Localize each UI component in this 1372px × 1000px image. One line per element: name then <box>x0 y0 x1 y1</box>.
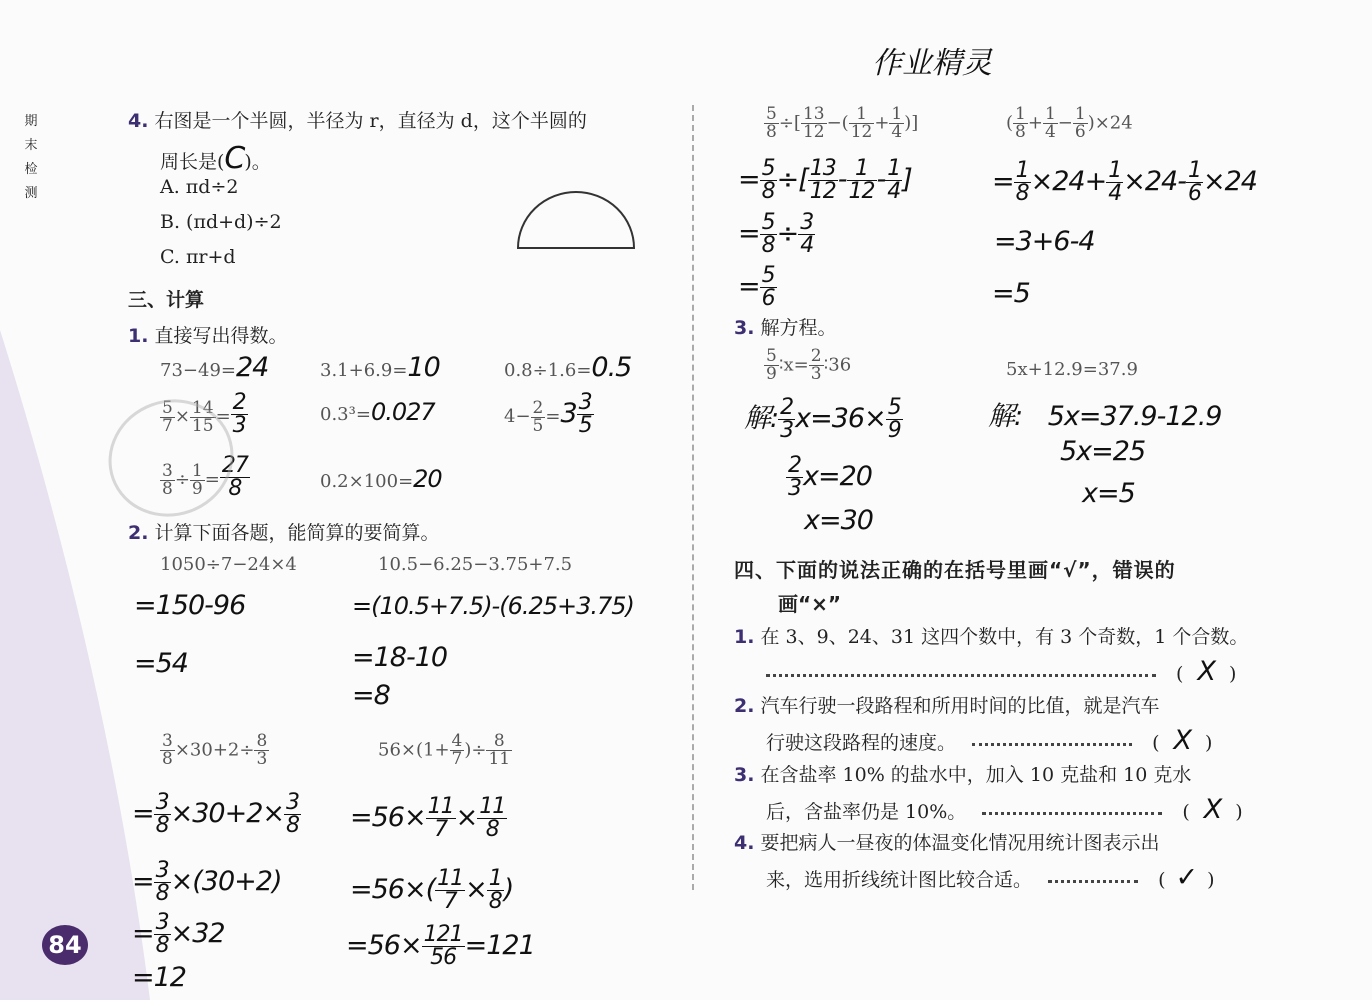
handwritten-step: =150-96 <box>134 590 246 621</box>
calc-2-title <box>128 518 440 545</box>
question-number: 1. <box>128 325 149 347</box>
fraction-den: 3 <box>232 413 246 438</box>
step-part: ÷ <box>776 218 799 249</box>
problem: 0.2×100= <box>320 471 414 492</box>
handwritten-step <box>744 396 903 442</box>
handwritten-step <box>132 792 301 837</box>
section-3-title: 三、计算 <box>128 289 205 311</box>
judgement-answer-line: ( X ) <box>766 656 1236 687</box>
handwritten-step: =54 <box>134 648 188 679</box>
fraction-den: 6 <box>1187 181 1201 206</box>
fraction-den: 12 <box>848 179 875 204</box>
step-part: ×24 <box>1202 166 1257 197</box>
question-text: 周长是( <box>160 151 225 173</box>
dotted-leader <box>982 812 1162 815</box>
handwritten-step: =3+6-4 <box>994 226 1095 257</box>
fraction-den: 15 <box>191 415 214 436</box>
handwritten-step: 5x=25 <box>1060 436 1146 467</box>
problem: 3.1+6.9= <box>320 360 408 381</box>
fraction-den: 56 <box>430 945 457 970</box>
equation <box>764 348 851 383</box>
fraction-den: 6 <box>761 286 775 311</box>
handwritten-step <box>738 212 815 257</box>
step-part: = <box>992 166 1014 197</box>
fraction-den: 4 <box>1044 122 1056 142</box>
semicircle-figure <box>516 190 636 250</box>
fraction-num: 2 <box>780 395 794 420</box>
oral-calc-item <box>320 465 442 493</box>
handwritten-mark: ✓ <box>1175 862 1198 893</box>
calc-1-title <box>128 321 288 348</box>
fraction-den: 3 <box>780 418 794 443</box>
handwritten-step: =18-10 <box>352 642 448 673</box>
step-part: 解: <box>988 401 1023 432</box>
handwritten-mark: X <box>1197 656 1215 687</box>
side-tab-char: 测 <box>24 186 38 201</box>
question-number: 3. <box>734 317 755 339</box>
question-4-line1 <box>128 106 587 133</box>
dotted-leader <box>1048 880 1138 883</box>
judgement-item-3 <box>734 760 1191 787</box>
handwritten-step: =(10.5+7.5)-(6.25+3.75) <box>352 592 634 620</box>
question-text: 直接写出得数。 <box>154 325 288 347</box>
fraction-num: 1 <box>887 156 901 181</box>
fraction-num: 13 <box>809 156 836 181</box>
fraction-den: 8 <box>485 817 499 842</box>
handwritten-step: =12 <box>132 962 186 993</box>
problem-part: + <box>1027 112 1043 134</box>
question-text: 要把病人一昼夜的体温变化情况用统计图表示出 <box>760 832 1160 854</box>
problem-part: −( <box>826 112 849 134</box>
handwritten-answer: 0.027 <box>370 398 435 426</box>
operator: = <box>215 406 231 427</box>
fraction-num: 5 <box>761 156 775 181</box>
fraction-num: 3 <box>155 790 169 815</box>
problem: 73−49= <box>160 360 236 381</box>
equation-part: ∶x= <box>778 354 809 376</box>
section-4-title: 四、下面的说法正确的在括号里画“√”，错误的 <box>734 558 1176 582</box>
fraction-num: 2 <box>810 346 822 366</box>
fraction-den: 4 <box>800 233 814 258</box>
step-part: x=20 <box>803 461 872 492</box>
fraction-den: 9 <box>191 478 203 499</box>
fraction-num: 27 <box>221 453 248 478</box>
fraction-num: 1 <box>488 866 502 891</box>
fraction-den: 3 <box>788 476 801 501</box>
oral-calc-item <box>320 398 435 426</box>
fraction-num: 3 <box>578 390 592 415</box>
fraction-den: 8 <box>155 813 169 838</box>
judgement-answer-line: 行驶这段路程的速度。 ( X ) <box>766 725 1213 756</box>
fraction-den: 6 <box>1074 122 1086 142</box>
handwritten-mark: X <box>1203 794 1222 825</box>
fraction-num: 3 <box>155 910 169 935</box>
problem-part: − <box>1057 112 1073 134</box>
fraction-num: 11 <box>479 794 506 819</box>
step-part: x=36× <box>795 403 886 434</box>
handwritten-step <box>132 860 281 905</box>
question-text: 后，含盐率仍是 10%。 <box>766 801 967 823</box>
problem-part: 56×(1+ <box>378 739 450 761</box>
question-number: 2. <box>128 522 149 544</box>
fraction-num: 13 <box>802 104 825 124</box>
judgement-answer-line: 来，选用折线统计图比较合适。 ( ✓ ) <box>766 862 1215 893</box>
operator: = <box>204 469 220 490</box>
fraction-den: 8 <box>162 478 173 499</box>
fraction-den: 4 <box>1108 181 1122 206</box>
question-text: 计算下面各题，能简算的要简算。 <box>154 522 440 544</box>
handwritten-mark: X <box>1173 725 1192 756</box>
fraction-num: 3 <box>162 460 173 481</box>
judgement-item-1 <box>734 622 1248 649</box>
handwritten-step <box>738 265 777 310</box>
question-text: 行驶这段路程的速度。 <box>766 732 957 754</box>
side-tab-char: 末 <box>24 138 38 153</box>
option-b: B. (πd+d)÷2 <box>160 211 282 233</box>
problem-part: ( <box>1006 112 1014 134</box>
step-part: × <box>455 802 478 833</box>
problem <box>378 733 512 768</box>
step-part: =121 <box>464 930 535 961</box>
fraction-den: 12 <box>809 179 836 204</box>
fraction-den: 8 <box>488 889 502 914</box>
handwritten-step <box>786 455 872 500</box>
fraction-num: 14 <box>191 397 214 418</box>
oral-calc-item <box>504 352 631 383</box>
fraction-den: 4 <box>891 122 903 142</box>
dotted-leader <box>766 674 1156 677</box>
step-part: 5x=37.9-12.9 <box>1047 401 1222 432</box>
oral-calc-item <box>504 392 594 437</box>
step-part: =56× <box>350 802 426 833</box>
fraction-num: 8 <box>256 731 268 751</box>
column-divider <box>692 105 694 890</box>
judgement-answer-line: 后，含盐率仍是 10%。 ( X ) <box>766 794 1243 825</box>
handwritten-step <box>350 796 507 841</box>
operator: ÷ <box>174 469 190 490</box>
fraction-num: 1 <box>847 158 877 181</box>
fraction-den: 8 <box>155 933 169 958</box>
judgement-item-4 <box>734 828 1160 855</box>
operator: × <box>174 406 190 427</box>
fraction-den: 7 <box>451 749 463 769</box>
question-number: 4. <box>734 832 755 854</box>
step-part: ] <box>902 164 912 195</box>
fraction-num: 2 <box>232 390 246 415</box>
step-part: × <box>465 874 487 905</box>
fraction-den: 5 <box>578 413 592 438</box>
logo: 作业精灵 <box>872 46 992 81</box>
fraction-den: 12 <box>850 122 873 142</box>
question-text: 解方程。 <box>760 317 837 339</box>
fraction-den: 8 <box>286 813 300 838</box>
problem <box>160 733 269 768</box>
fraction-den: 12 <box>802 122 825 142</box>
step-part: ×32 <box>170 918 225 949</box>
fraction-num: 1 <box>891 104 903 124</box>
step-part: ÷[ <box>776 164 808 195</box>
fraction-num: 5 <box>761 210 775 235</box>
step-part: =56× <box>346 930 422 961</box>
section-4-title-cont: 画“×” <box>778 592 842 616</box>
question-number: 3. <box>734 764 755 786</box>
handwritten-step <box>738 158 912 203</box>
problem <box>764 106 918 141</box>
fraction-num: 1 <box>1015 104 1026 124</box>
step-part: ×24+ <box>1030 166 1107 197</box>
handwritten-step <box>132 912 225 957</box>
question-4-line2 <box>160 141 271 176</box>
question-text: 来，选用折线统计图比较合适。 <box>766 869 1033 891</box>
fraction-den: 11 <box>488 749 511 769</box>
question-text: 在 3、9、24、31 这四个数中，有 3 个奇数，1 个合数。 <box>760 626 1249 648</box>
fraction-num: 11 <box>437 866 464 891</box>
problem-part: )÷ <box>464 739 487 761</box>
fraction-num: 5 <box>887 395 901 420</box>
problem-part: )] <box>904 112 919 134</box>
step-part: - <box>876 164 886 195</box>
fraction-num: 1 <box>1074 104 1086 124</box>
oral-calc-row-1 <box>160 352 268 383</box>
judgement-item-2 <box>734 691 1160 718</box>
fraction-num: 1 <box>1108 158 1122 183</box>
problem: 4− <box>504 406 531 427</box>
dotted-leader <box>972 743 1132 746</box>
problem: 1050÷7−24×4 <box>160 554 297 575</box>
step-part: 解: <box>744 403 779 434</box>
question-text: )。 <box>244 151 271 173</box>
fraction-num: 1 <box>1044 104 1056 124</box>
problem: 0.3³= <box>320 404 371 425</box>
fraction-num: 4 <box>451 731 463 751</box>
problem-part: ×30+2÷ <box>174 739 255 761</box>
oral-calc-item <box>320 352 440 383</box>
problem-part: )×24 <box>1087 112 1133 134</box>
fraction-den: 5 <box>532 415 544 436</box>
operator: = <box>545 406 561 427</box>
handwritten-step <box>350 868 513 913</box>
step-part: = <box>132 798 154 829</box>
step-part: = <box>738 271 760 302</box>
handwritten-step: x=30 <box>804 505 873 536</box>
handwritten-step: =8 <box>352 680 390 711</box>
fraction-num: 5 <box>761 263 775 288</box>
fraction-num: 3 <box>162 731 173 751</box>
fraction-den: 7 <box>162 415 173 436</box>
whole-part: 3 <box>560 398 577 429</box>
step-part: = <box>738 164 760 195</box>
problem-part: + <box>874 112 890 134</box>
option-c: C. πr+d <box>160 246 236 268</box>
fraction-den: 9 <box>766 364 777 384</box>
question-number: 1. <box>734 626 755 648</box>
calc-3-title <box>734 313 837 340</box>
fraction-num: 5 <box>162 397 173 418</box>
problem <box>1006 106 1133 141</box>
fraction-den: 8 <box>162 749 173 769</box>
fraction-den: 3 <box>810 364 822 384</box>
question-text: 右图是一个半圆，半径为 r，直径为 d，这个半圆的 <box>154 110 587 132</box>
fraction-num: 1 <box>849 106 875 124</box>
question-text: 在含盐率 10% 的盐水中，加入 10 克盐和 10 克水 <box>760 764 1192 786</box>
step-part: ×(30+2) <box>170 866 282 897</box>
fraction-den: 8 <box>766 122 777 142</box>
page-number: 84 <box>42 925 88 965</box>
step-part: = <box>738 218 760 249</box>
side-tab-char: 检 <box>24 162 38 177</box>
equation-part: ∶36 <box>823 354 852 376</box>
question-number: 2. <box>734 695 755 717</box>
fraction-den: 7 <box>434 817 448 842</box>
step-part: ) <box>503 874 514 905</box>
handwritten-answer: 0.5 <box>591 352 632 383</box>
fraction-den: 8 <box>1015 122 1026 142</box>
handwritten-answer: 24 <box>235 352 269 383</box>
fraction-den: 4 <box>887 179 901 204</box>
step-part: = <box>132 866 154 897</box>
fraction-num: 3 <box>155 858 169 883</box>
fraction-den: 8 <box>155 881 169 906</box>
fraction-num: 5 <box>766 346 777 366</box>
question-text: 汽车行驶一段路程和所用时间的比值，就是汽车 <box>760 695 1160 717</box>
step-part: - <box>837 164 847 195</box>
fraction-den: 9 <box>887 418 901 443</box>
fraction-num: 2 <box>788 453 801 478</box>
fraction-den: 8 <box>1015 181 1029 206</box>
problem-part: ÷[ <box>778 112 801 134</box>
question-number: 4. <box>128 110 149 132</box>
fraction-num: 1 <box>1187 158 1201 183</box>
handwritten-step: x=5 <box>1082 478 1135 509</box>
handwritten-step: =5 <box>992 278 1030 309</box>
fraction-num: 11 <box>427 794 454 819</box>
fraction-den: 7 <box>443 889 457 914</box>
handwritten-answer: 20 <box>413 465 442 493</box>
fraction-den: 8 <box>761 233 775 258</box>
side-tab-char: 期 <box>24 114 38 129</box>
handwritten-step <box>992 160 1257 205</box>
fraction-num: 3 <box>800 210 814 235</box>
side-tab <box>20 110 42 206</box>
handwritten-answer: C <box>224 141 245 176</box>
fraction-num: 5 <box>766 104 777 124</box>
fraction-num: 1 <box>1015 158 1029 183</box>
fraction-num: 3 <box>286 790 300 815</box>
fraction-den: 3 <box>256 749 268 769</box>
handwritten-answer: 10 <box>407 352 440 383</box>
handwritten-step <box>988 394 1221 433</box>
fraction-den: 8 <box>761 179 775 204</box>
fraction-num: 2 <box>532 397 544 418</box>
step-part: ×30+2× <box>170 798 285 829</box>
problem: 10.5−6.25−3.75+7.5 <box>378 554 573 575</box>
equation: 5x+12.9=37.9 <box>1006 359 1138 380</box>
step-part: ×24- <box>1123 166 1186 197</box>
fraction-num: 121 <box>423 922 463 947</box>
option-a: A. πd÷2 <box>160 176 239 198</box>
fraction-den: 8 <box>228 476 242 501</box>
fraction-num: 1 <box>191 460 203 481</box>
handwritten-step <box>346 924 535 969</box>
step-part: = <box>132 918 154 949</box>
problem: 0.8÷1.6= <box>504 360 592 381</box>
fraction-num: 8 <box>486 733 512 751</box>
step-part: =56×( <box>350 874 436 905</box>
